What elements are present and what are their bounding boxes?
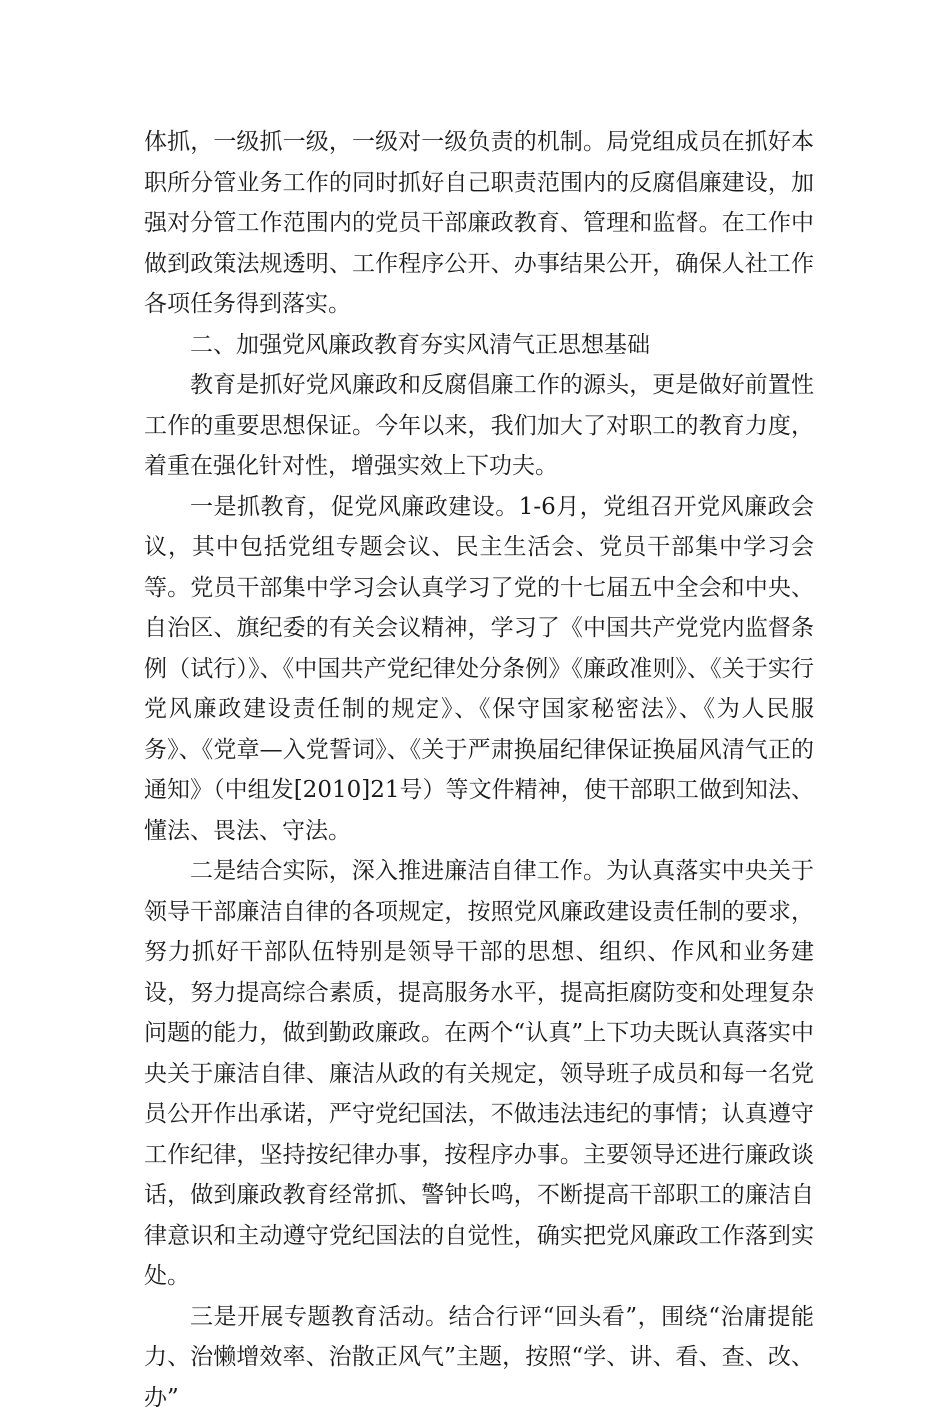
paragraph-point-one: 一是抓教育，促党风廉政建设。1-6月，党组召开党风廉政会议，其中包括党组专题会议、民主生活会、党员干部集中学习会等。党员干部集中学习会认真学习了党的十七届五中全会和中央、自治区、旗纪委的有关会议精神，学习了《中国共产党党内监督条例（试行）》、《中国共产党纪律处分条例》《廉政准则》、《关于实行党风廉政建设责任制的规定》、《保守国家秘密法》、《为人民服务》、《党章—入党誓词》、《关于严肃换届纪律保证换届风清气正的通知》（中组发[2010]21号）等文件精神，使干部职工做到知法、懂法、畏法、守法。 [144, 487, 814, 852]
document-body [144, 122, 814, 1418]
paragraph-point-three: 三是开展专题教育活动。结合行评“回头看”，围绕“治庸提能力、治懒增效率、治散正风气”主题，按照“学、讲、看、查、改、办” [144, 1297, 814, 1418]
paragraph-continuation: 体抓，一级抓一级，一级对一级负责的机制。局党组成员在抓好本职所分管业务工作的同时抓好自己职责范围内的反腐倡廉建设，加强对分管工作范围内的党员干部廉政教育、管理和监督。在工作中做到政策法规透明、工作程序公开、办事结果公开，确保人社工作各项任务得到落实。 [144, 122, 814, 325]
section-heading: 二、加强党风廉政教育夯实风清气正思想基础 [144, 325, 814, 366]
paragraph-education-intro: 教育是抓好党风廉政和反腐倡廉工作的源头，更是做好前置性工作的重要思想保证。今年以来，我们加大了对职工的教育力度，着重在强化针对性，增强实效上下功夫。 [144, 365, 814, 487]
paragraph-point-two: 二是结合实际，深入推进廉洁自律工作。为认真落实中央关于领导干部廉洁自律的各项规定，按照党风廉政建设责任制的要求，努力抓好干部队伍特别是领导干部的思想、组织、作风和业务建设，努力提高综合素质，提高服务水平，提高拒腐防变和处理复杂问题的能力，做到勤政廉政。在两个“认真”上下功夫既认真落实中央关于廉洁自律、廉洁从政的有关规定，领导班子成员和每一名党员公开作出承诺，严守党纪国法，不做违法违纪的事情；认真遵守工作纪律，坚持按纪律办事，按程序办事。主要领导还进行廉政谈话，做到廉政教育经常抓、警钟长鸣，不断提高干部职工的廉洁自律意识和主动遵守党纪国法的自觉性，确实把党风廉政工作落到实处。 [144, 851, 814, 1297]
